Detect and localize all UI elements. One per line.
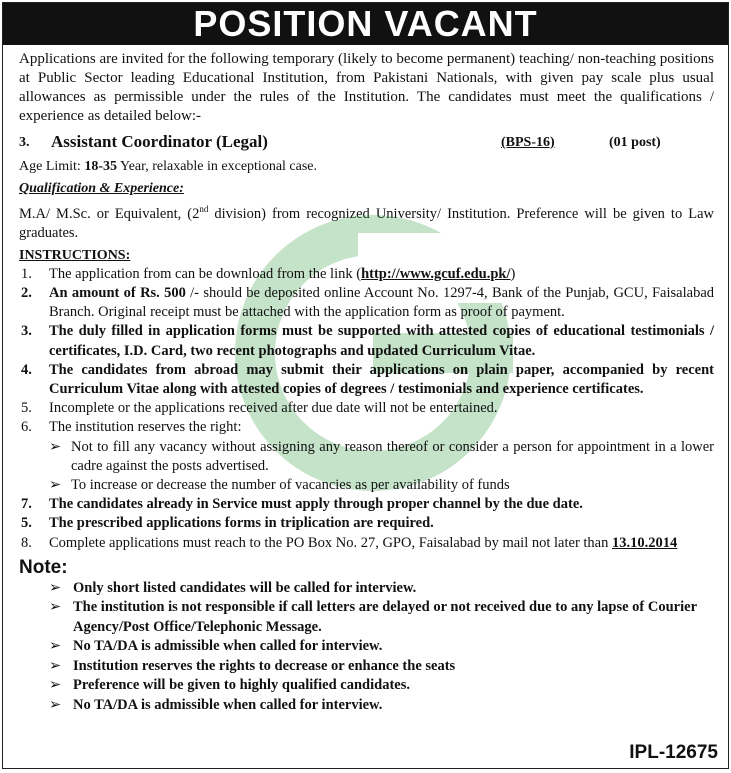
age-rest: Year, relaxable in exceptional case. — [117, 159, 318, 174]
instruction-item — [19, 322, 714, 360]
post-number: 3. — [19, 135, 30, 150]
note-item — [19, 579, 714, 599]
instruction-subitem — [19, 476, 714, 495]
advertisement-page — [2, 2, 729, 769]
qualification-text-a: M.A/ M.Sc. or Equivalent, (2 — [19, 205, 200, 222]
instruction-item — [19, 361, 714, 399]
instruction-number: 8. — [21, 534, 32, 551]
instruction-number: 1. — [21, 265, 32, 282]
age-label: Age Limit: — [19, 159, 85, 174]
instruction-number: 7. — [21, 496, 32, 513]
note-text: The institution is not responsible if call letters are delayed or not received due to any lapse of Courier Agency/Post Office/Telephonic Message. — [73, 599, 697, 635]
post-pay-scale: (BPS-16) — [501, 135, 555, 150]
qualification-text-b: division) from recognized University/ Institution. Preference will be given to Law graduates. — [19, 205, 714, 241]
arrow-bullet-icon: ➢ — [49, 696, 62, 713]
instruction-text-end: /- should be deposited online Account No. 1297-4, Bank of the Punjab, GCU, Faisalabad Branch. Original receipt must be attached with the application form as proof of payment. — [49, 285, 715, 321]
arrow-bullet-icon: ➢ — [49, 477, 62, 494]
intro-paragraph: Applications are invited for the following temporary (likely to become permanent) teaching/ non-teaching positions at Public Sector leading Educational Institution, from Pakistani Nationals, with given pay scale plus usual allowances as permissible under the rules of the Institution. The candidates must meet the qualifications / experience as detailed below:- — [19, 51, 714, 124]
instruction-number: 3. — [21, 323, 32, 340]
qualification-sup: nd — [199, 204, 209, 214]
note-text: No TA/DA is admissible when called for interview. — [73, 638, 383, 655]
instruction-subitem — [19, 438, 714, 476]
instruction-number: 5. — [21, 515, 32, 532]
age-limit — [19, 158, 714, 176]
reference-code: IPL-12675 — [629, 742, 718, 763]
arrow-bullet-icon: ➢ — [49, 638, 62, 655]
application-link[interactable]: http://www.gcuf.edu.pk/ — [361, 265, 511, 282]
instruction-text: The candidates from abroad may submit their applications on plain paper, accompanied by recent Curriculum Vitae along with attested copies of degrees / testimonials and experience certificates. — [49, 361, 714, 398]
note-item — [19, 676, 714, 696]
note-item — [19, 598, 714, 637]
last-date: 13.10.2014 — [612, 534, 678, 551]
instruction-number: 6. — [21, 419, 32, 436]
note-text: Institution reserves the rights to decrease or enhance the seats — [73, 657, 456, 674]
note-text: Preference will be given to highly qualified candidates. — [73, 677, 410, 694]
note-heading: Note: — [19, 556, 68, 578]
instructions-list — [19, 265, 714, 553]
age-range: 18-35 — [84, 159, 117, 174]
notes-list — [19, 579, 714, 716]
note-item — [19, 657, 714, 677]
instruction-item — [19, 534, 714, 553]
instruction-text: The candidates already in Service must apply through proper channel by the due date. — [49, 496, 583, 513]
instruction-text: The application from can be download from the link ( — [49, 265, 362, 282]
instruction-item — [19, 399, 714, 418]
instruction-subtext: To increase or decrease the number of vacancies as per availability of funds — [71, 477, 510, 494]
instruction-text: Complete applications must reach to the PO Box No. 27, GPO, Faisalabad by mail not later than — [49, 534, 612, 551]
note-item — [19, 696, 714, 716]
instruction-number: 2. — [21, 285, 32, 302]
arrow-bullet-icon: ➢ — [49, 677, 62, 694]
instructions-heading: INSTRUCTIONS: — [19, 247, 131, 263]
instruction-text: The prescribed applications forms in triplication are required. — [49, 515, 434, 532]
arrow-bullet-icon: ➢ — [49, 657, 62, 674]
instruction-item — [19, 265, 714, 284]
arrow-bullet-icon: ➢ — [49, 438, 62, 455]
fee-amount: Rs. 500 — [140, 285, 186, 302]
qualification-text — [19, 200, 714, 243]
qualification-heading: Qualification & Experience: — [19, 181, 184, 196]
note-text: No TA/DA is admissible when called for interview. — [73, 696, 383, 713]
note-item — [19, 637, 714, 657]
instruction-item — [19, 284, 714, 322]
instruction-number: 5. — [21, 400, 32, 417]
arrow-bullet-icon: ➢ — [49, 599, 62, 616]
note-text: Only short listed candidates will be called for interview. — [73, 579, 417, 596]
instruction-text-end: ) — [510, 265, 516, 282]
post-header — [19, 132, 714, 154]
post-count: (01 post) — [609, 135, 661, 150]
instruction-text: An amount of — [49, 285, 141, 302]
arrow-bullet-icon: ➢ — [49, 579, 62, 596]
instruction-subtext: Not to fill any vacancy without assigning any reason thereof or consider a person for appointment in a lower cadre against the posts advertised. — [71, 438, 714, 474]
instruction-number: 4. — [21, 361, 32, 378]
instruction-item — [19, 514, 714, 533]
instruction-item — [19, 418, 714, 437]
instruction-text: Incomplete or the applications received after due date will not be entertained. — [49, 400, 498, 417]
instruction-text: The duly filled in application forms must be supported with attested copies of educational testimonials / certificates, I.D. Card, two recent photographs and updated Curriculum Vitae. — [49, 323, 714, 359]
post-title: Assistant Coordinator (Legal) — [51, 132, 268, 151]
instruction-text: The institution reserves the right: — [49, 419, 242, 436]
instruction-item — [19, 495, 714, 514]
banner-title: POSITION VACANT — [3, 3, 728, 45]
